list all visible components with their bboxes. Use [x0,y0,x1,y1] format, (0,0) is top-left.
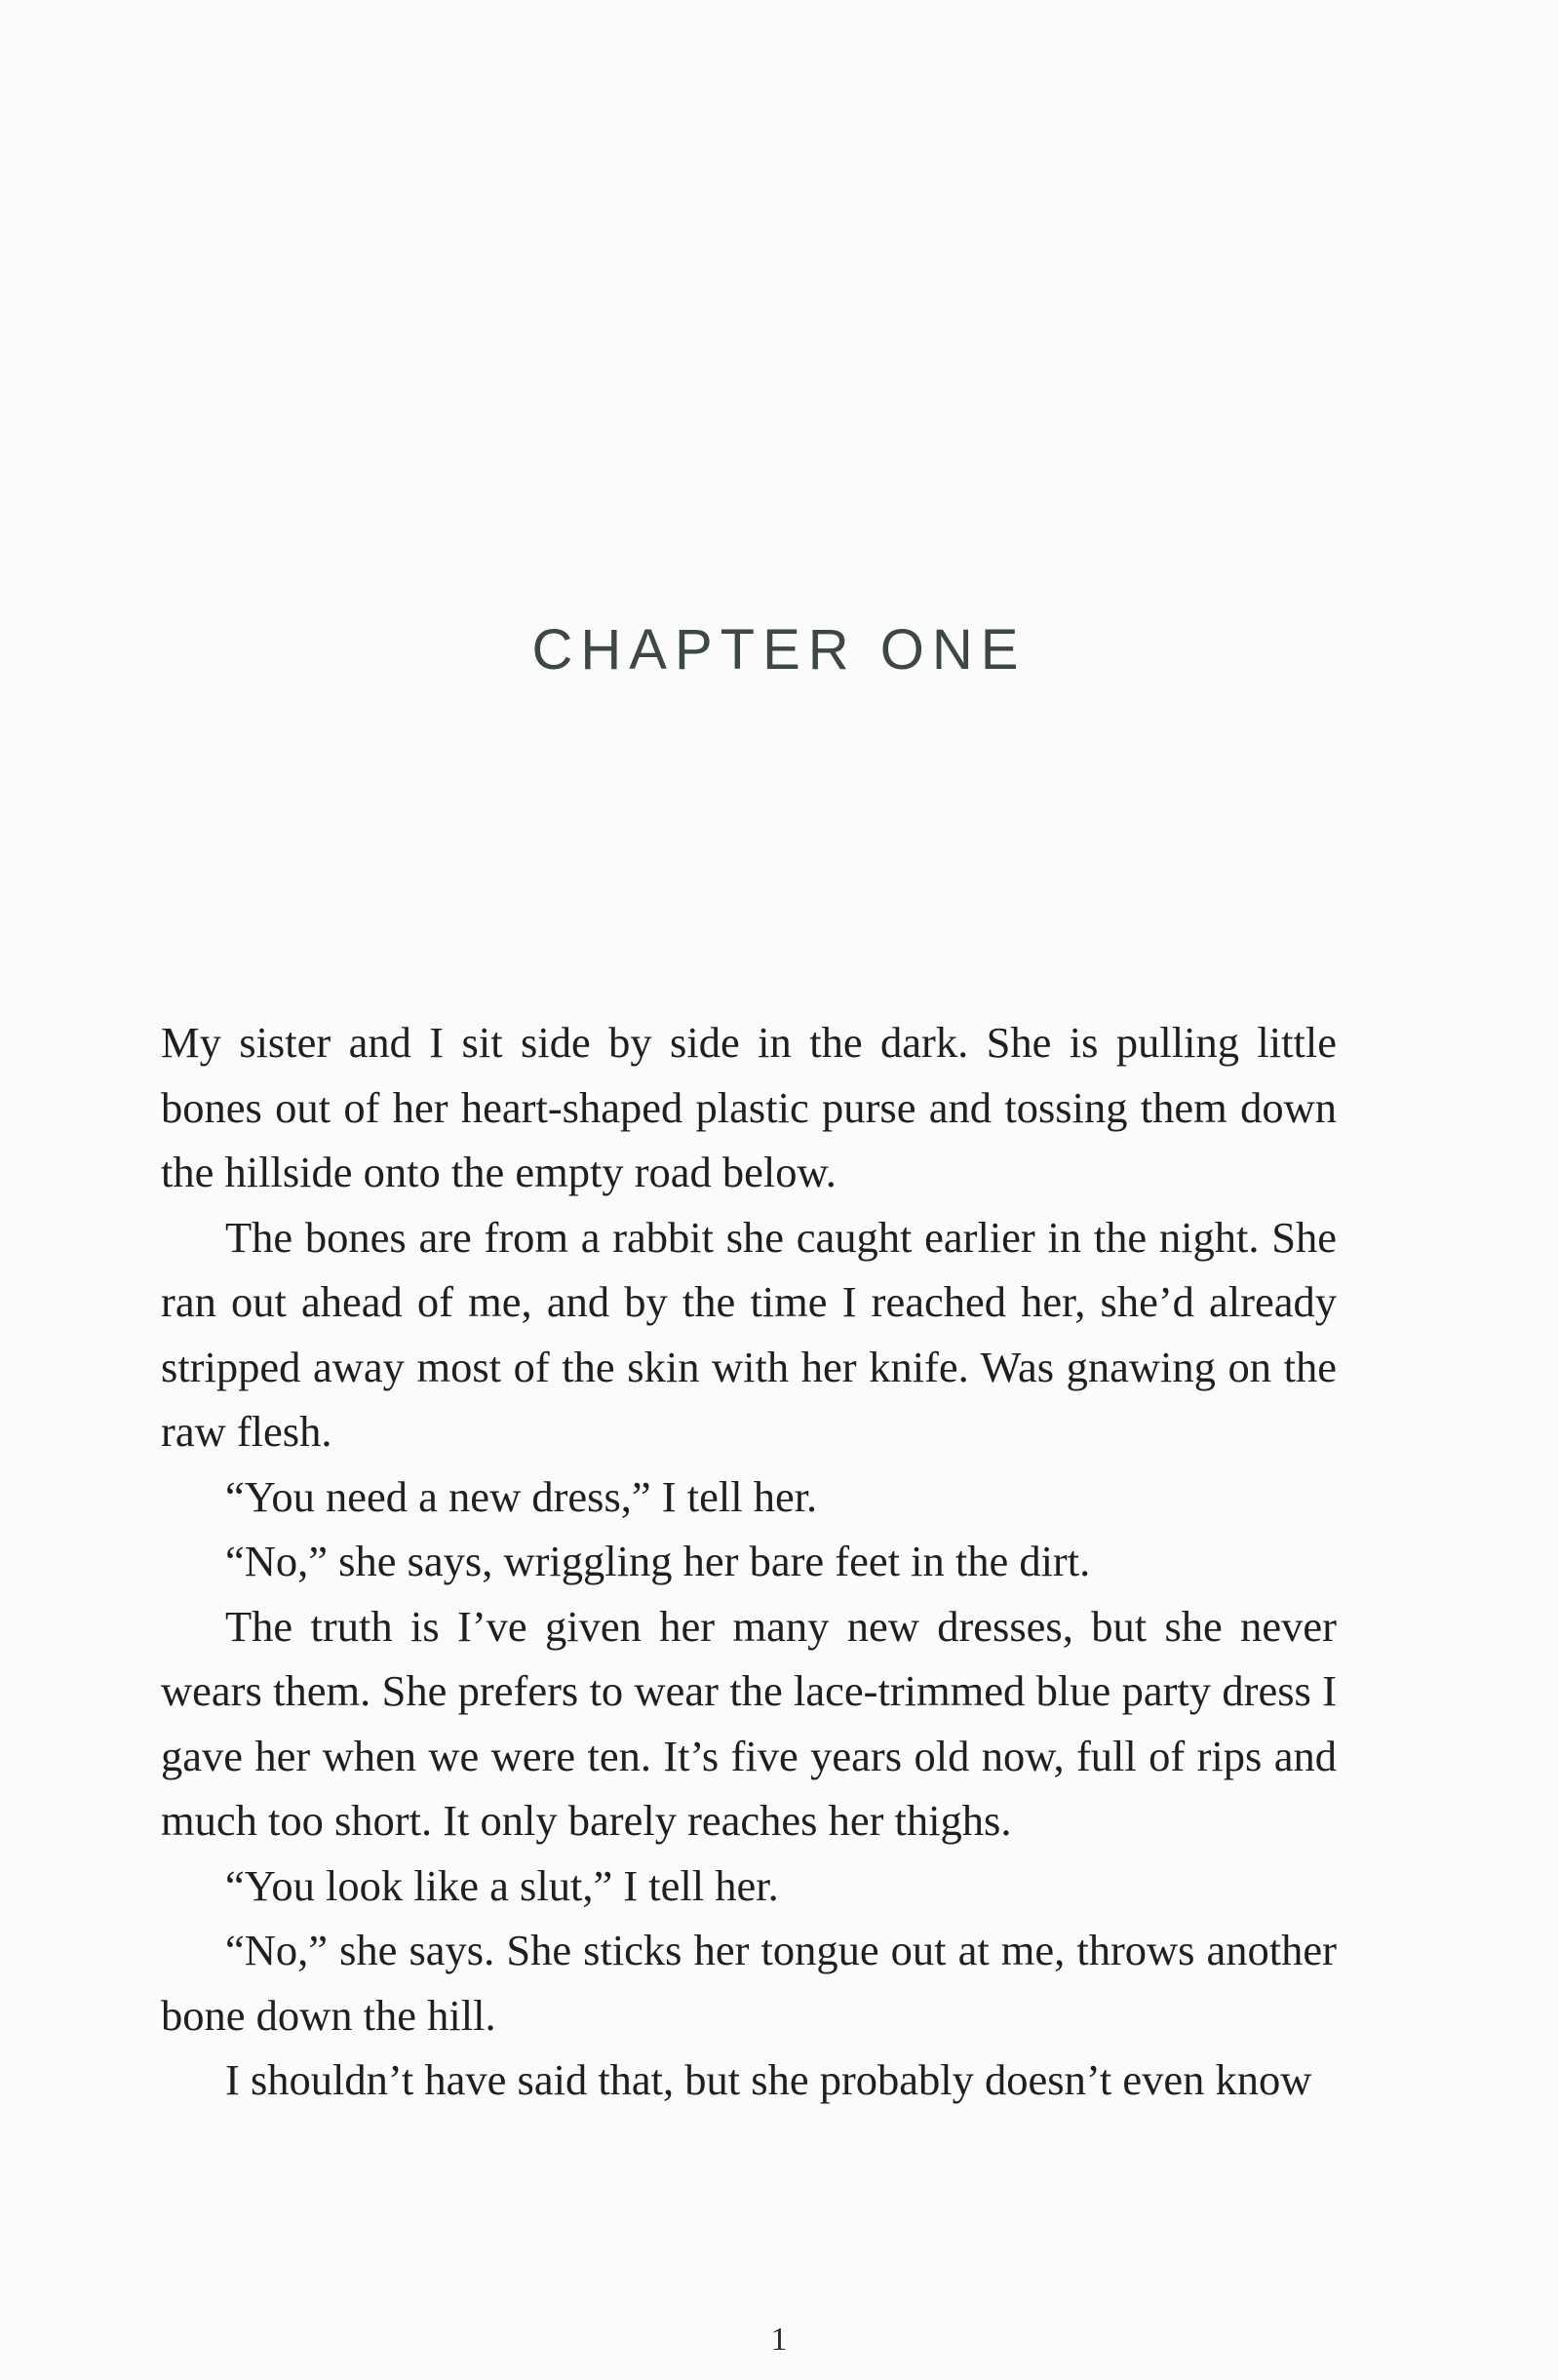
paragraph-7: “No,” she says. She sticks her tongue out at me, throws another bone down the hill. [161,1926,1337,2040]
page-number: 1 [770,2321,788,2358]
chapter-body [161,1010,1337,2113]
chapter-title: CHAPTER ONE [531,618,1027,682]
paragraph-5: The truth is I’ve given her many new dresses, but she never wears them. She prefers to wear the lace-trimmed blue party dress I gave her when we were ten. It’s five years old now, full of rips and much too short. It only barely reaches her thighs. [161,1601,1337,1845]
paragraph-1: My sister and I sit side by side in the dark. She is pulling little bones out of her heart-shaped plastic purse and tossing them down the hillside onto the empty road below. [161,1018,1337,1196]
paragraph-2: The bones are from a rabbit she caught earlier in the night. She ran out ahead of me, and by the time I reached her, she’d already stripped away most of the skin with her knife. Was gnawing on the raw flesh. [161,1212,1337,1456]
paragraph-3: “You need a new dress,” I tell her. [225,1471,818,1521]
paragraph-6: “You look like a slut,” I tell her. [225,1860,779,1910]
paragraph-8: I shouldn’t have said that, but she probably doesn’t even know [225,2055,1312,2104]
paragraph-4: “No,” she says, wriggling her bare feet in the dirt. [225,1537,1091,1585]
